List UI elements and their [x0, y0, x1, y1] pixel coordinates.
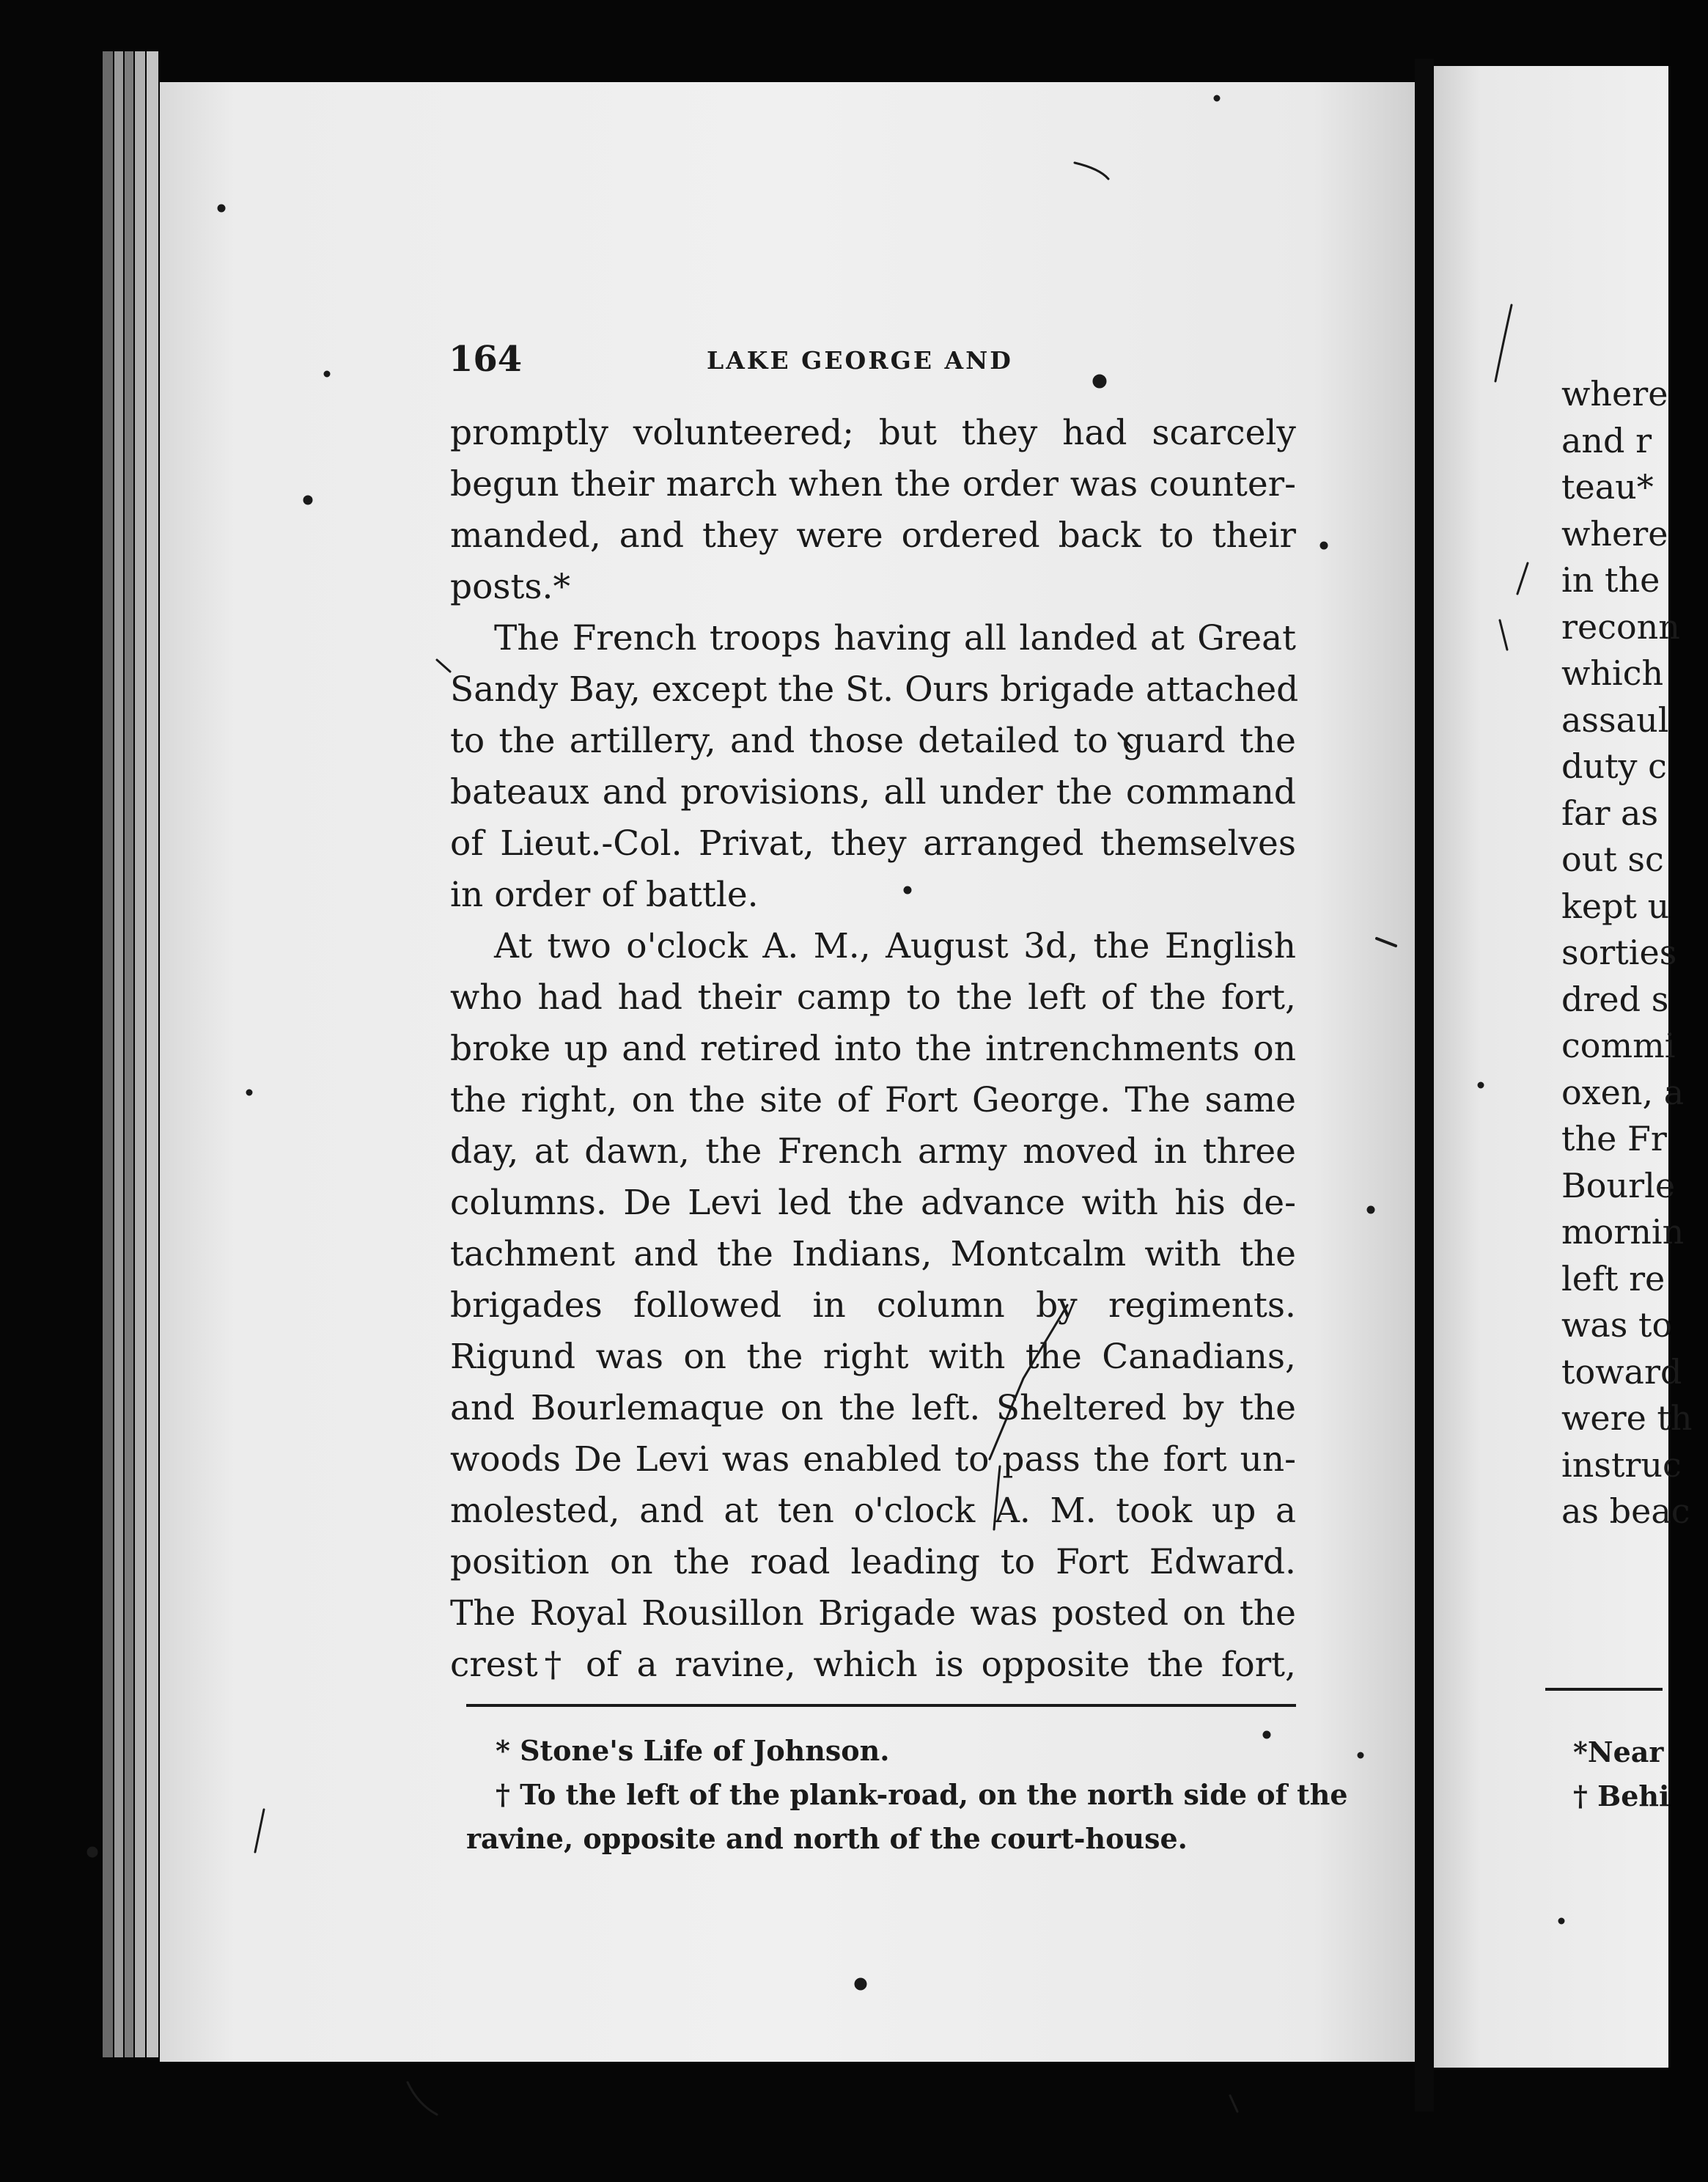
- text-line: were th: [1561, 1398, 1693, 1438]
- text-line: left re: [1561, 1258, 1665, 1298]
- text-line: kept u: [1561, 886, 1670, 926]
- footnote-line: * Stone's Life of Johnson.: [496, 1734, 890, 1767]
- text-line: Sandy Bay, except the St. Ours brigade attached: [450, 669, 1299, 710]
- text-line: posts.*: [450, 567, 570, 607]
- text-line: out sc: [1561, 840, 1664, 879]
- page-number: 164: [449, 339, 523, 380]
- text-line: dred s: [1561, 979, 1669, 1019]
- text-line: which: [1561, 653, 1664, 693]
- text-line: toward: [1561, 1351, 1682, 1392]
- footnote-line: † Behi: [1573, 1779, 1670, 1812]
- footnote-line: ravine, opposite and north of the court-house.: [466, 1822, 1188, 1855]
- text-line: far as: [1561, 793, 1659, 833]
- footnote-rule: [1545, 1688, 1663, 1691]
- text-line: to the artillery, and those detailed to guard the: [450, 721, 1296, 761]
- text-line: Bourle: [1561, 1165, 1676, 1205]
- text-line: who had had their camp to the left of the fort,: [450, 977, 1296, 1018]
- page-edge: [147, 51, 158, 2057]
- page-header: [449, 339, 1299, 383]
- text-line: Rigund was on the right with the Canadians,: [450, 1337, 1296, 1377]
- text-line: and Bourlemaque on the left. Sheltered by the: [450, 1388, 1296, 1428]
- text-line: At two o'clock A. M., August 3d, the English: [494, 926, 1296, 966]
- text-line: manded, and they were ordered back to their: [450, 515, 1296, 556]
- text-line: bateaux and provisions, all under the command: [450, 772, 1296, 812]
- text-line: position on the road leading to Fort Edward.: [450, 1542, 1296, 1582]
- text-line: broke up and retired into the intrenchments on: [450, 1029, 1296, 1069]
- text-line: mornin: [1561, 1212, 1685, 1252]
- text-line: in the: [1561, 560, 1660, 600]
- text-line: tachment and the Indians, Montcalm with the: [450, 1234, 1296, 1274]
- text-line: The French troops having all landed at Great: [494, 618, 1296, 658]
- text-line: the Fr: [1561, 1119, 1667, 1158]
- page-edge: [103, 51, 113, 2057]
- text-line: promptly volunteered; but they had scarcely: [450, 413, 1296, 453]
- text-line: molested, and at ten o'clock A. M. took up a: [450, 1491, 1296, 1531]
- text-line: woods De Levi was enabled to pass the fort un-: [450, 1439, 1296, 1480]
- text-line: instruc: [1561, 1444, 1682, 1485]
- text-line: was to: [1561, 1305, 1673, 1345]
- right-footnotes: [1573, 1730, 1676, 1818]
- text-line: commi: [1561, 1026, 1676, 1065]
- text-line: reconn: [1561, 606, 1680, 647]
- footnote-rule: [466, 1704, 1296, 1707]
- right-page-text: [1561, 371, 1708, 1535]
- text-line: of Lieut.-Col. Privat, they arranged themselves: [450, 823, 1296, 864]
- running-head: LAKE GEORGE AND: [707, 346, 1013, 375]
- book-gutter: [1415, 59, 1434, 2112]
- text-line: assaul: [1561, 699, 1669, 740]
- page-edge: [135, 51, 145, 2057]
- text-line: duty c: [1561, 746, 1667, 786]
- footnote-line: † To the left of the plank-road, on the north side of the: [496, 1778, 1348, 1811]
- footnotes: [466, 1729, 1348, 1861]
- text-line: where: [1561, 374, 1668, 414]
- body-text: [450, 408, 1299, 1691]
- text-line: brigades followed in column by regiments.: [450, 1285, 1296, 1326]
- text-line: in order of battle.: [450, 875, 759, 915]
- text-line: day, at dawn, the French army moved in three: [450, 1131, 1296, 1172]
- page-edge: [125, 51, 133, 2057]
- page-edge: [114, 51, 123, 2057]
- text-line: oxen, a: [1561, 1072, 1685, 1112]
- text-line: as beac: [1561, 1491, 1690, 1531]
- text-line: where: [1561, 513, 1668, 554]
- text-line: crest† of a ravine, which is opposite the fort,: [450, 1645, 1296, 1685]
- text-line: the right, on the site of Fort George. The same: [450, 1080, 1296, 1120]
- text-line: begun their march when the order was counter-: [450, 464, 1296, 504]
- footnote-line: *Near: [1573, 1735, 1664, 1768]
- text-line: The Royal Rousillon Brigade was posted on the: [450, 1593, 1296, 1634]
- text-line: sorties: [1561, 933, 1677, 972]
- text-line: teau*: [1561, 467, 1654, 507]
- text-line: columns. De Levi led the advance with his de-: [450, 1183, 1296, 1223]
- text-line: and r: [1561, 420, 1652, 460]
